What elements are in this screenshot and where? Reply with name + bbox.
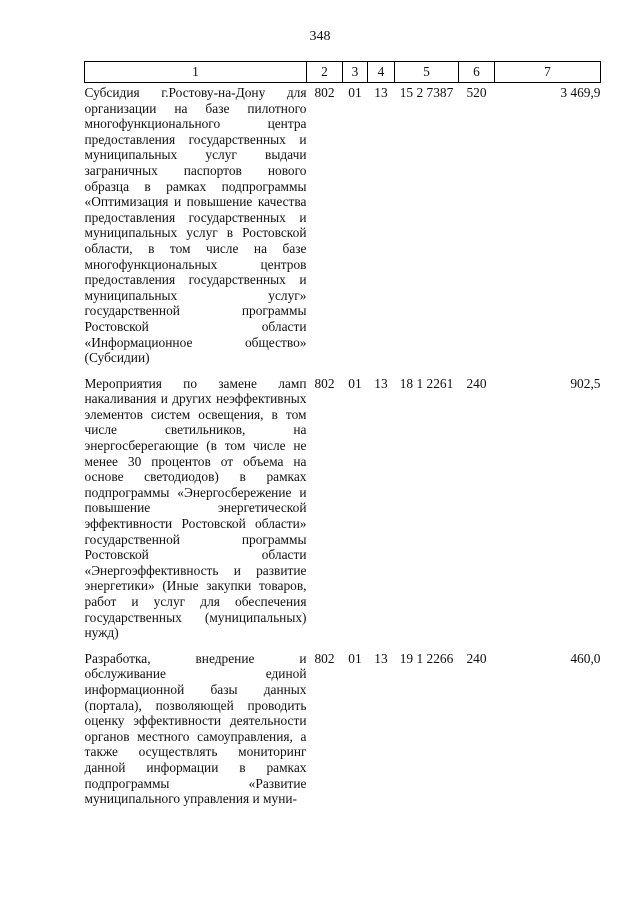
budget-table <box>84 61 601 815</box>
table-row <box>85 83 601 374</box>
row-code-3: 01 <box>348 85 362 100</box>
table-row <box>85 374 601 649</box>
page-number: 348 <box>309 29 331 44</box>
row-code-5: 19 1 2266 <box>399 650 454 666</box>
header-col-4: 4 <box>368 62 395 83</box>
row-code-6: 240 <box>466 650 487 666</box>
row-description: Субсидия г.Ростову-на-Дону для организации на базе пилотного многофункционального центра предоставления государственных и муниципальных услуг выдачи заграничных паспортов нового образца в рамках подпрограммы «Оптимизация и повышение качества предоставления государственных и муниципальных услуг в Ростовской области, в том числе на базе многофункциональных центров предоставления государственных и муниципальных услуг» государственной программы Ростовской области «Информационное общество» (Субсидии) <box>84 85 307 366</box>
header-col-3: 3 <box>343 62 368 83</box>
row-amount: 460,0 <box>570 650 601 666</box>
row-code-2: 802 <box>314 375 335 391</box>
row-code-6: 240 <box>466 375 487 391</box>
row-code-4: 13 <box>374 85 388 100</box>
row-description: Разработка, внедрение и обслуживание единой информационной базы данных (портала), позволяющей проводить оценку эффективности деятельности органов местного самоуправления, а также осуществлять мониторинг данной информации в рамках подпрограммы «Развитие муниципального управления и муни- <box>84 650 307 807</box>
table-row <box>85 649 601 815</box>
row-code-5: 18 1 2261 <box>399 375 454 391</box>
row-amount: 902,5 <box>570 375 601 391</box>
row-code-3: 01 <box>348 650 362 666</box>
row-code-4: 13 <box>374 650 388 666</box>
header-col-7: 7 <box>495 62 601 83</box>
row-description: Мероприятия по замене ламп накаливания и других неэффективных элементов систем освещения, в том числе светильников, на энергосберегающие (в том числе не менее 30 процентов от объема на основе светодиодов) в рамках подпрограммы «Энергосбережение и повышение энергетической эффективности Ростовской области» государственной программы Ростовской области «Энергоэффективность и развитие энергетики» (Иные закупки товаров, работ и услуг для обеспечения государственных (муниципальных) нужд) <box>84 375 307 641</box>
row-code-6: 520 <box>466 85 487 100</box>
row-code-2: 802 <box>314 650 335 666</box>
header-row <box>85 62 601 83</box>
header-col-2: 2 <box>307 62 343 83</box>
row-code-3: 01 <box>348 375 362 391</box>
row-amount: 3 469,9 <box>560 85 601 100</box>
row-code-5: 15 2 7387 <box>399 85 454 100</box>
header-col-6: 6 <box>459 62 495 83</box>
header-col-5: 5 <box>395 62 459 83</box>
row-code-2: 802 <box>314 85 335 100</box>
row-code-4: 13 <box>374 375 388 391</box>
header-col-1: 1 <box>85 62 307 83</box>
